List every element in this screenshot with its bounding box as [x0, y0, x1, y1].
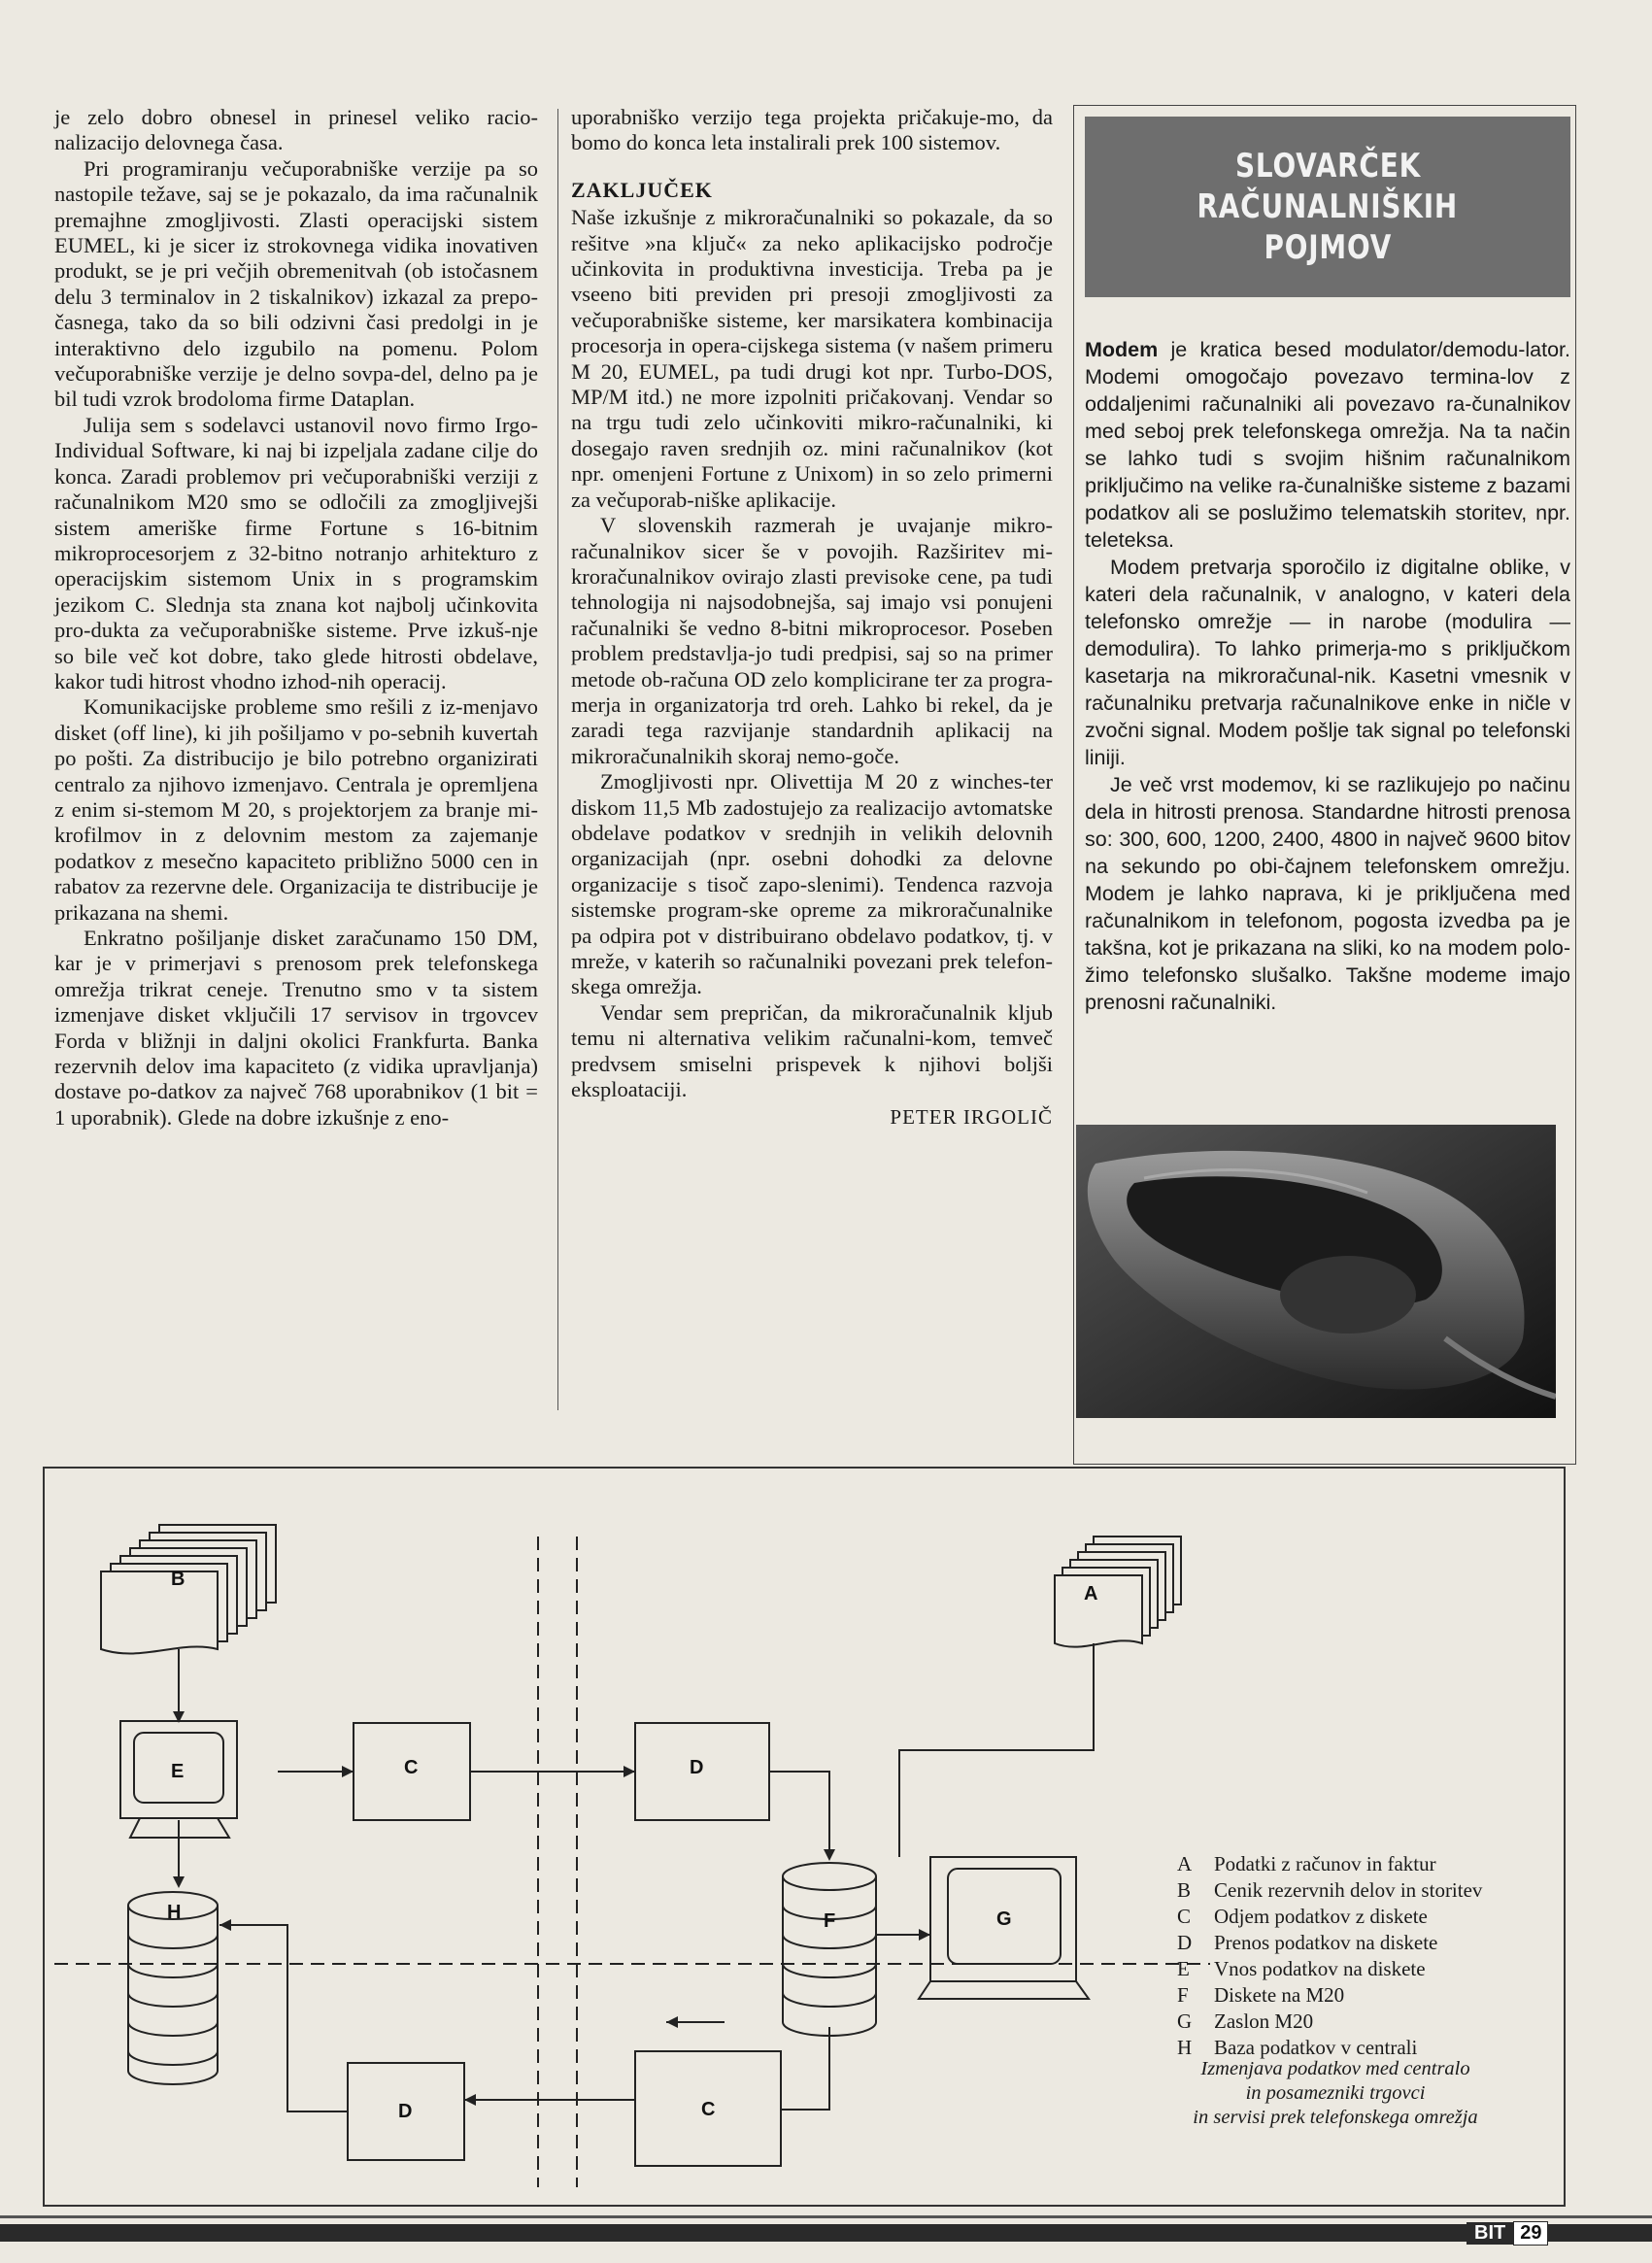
sidebar-title-line: RAČUNALNIŠKIH [1197, 187, 1459, 226]
paragraph: Modem pretvarja sporočilo iz digitalne oblike, v kateri dela računalnik, v analogno, v kateri dela telefonsko omrežje — in narobe (modulira — demodulira). To lahko primerja-mo s priključkom kasetarja na mikroračunal-nik. Kasetni vmesnik v računalniku pretvarja računalnikove enke in ničle v zvočni signal. Modem pošlje tak signal po telefonski liniji. [1085, 556, 1570, 769]
page-footer [1467, 2218, 1548, 2247]
arrowhead [666, 2016, 678, 2028]
legend-item: E Vnos podatkov na diskete [1177, 1957, 1426, 1980]
connector [899, 1643, 1094, 1857]
paragraph: Komunikacijske probleme smo rešili z iz-menjavo disket (off line), ki jih pošiljamo v po-sebnih kuvertah po pošti. Za distribucijo je bilo potrebno organizirati centralo za njihovo izmenjavo. Centrala je opremljena z enim si-stemom M 20, s projektorjem za branje mi-krofilmov in z delovnim mestom za zajemanje podatkov z mesečno kapaciteto približno 5000 cen in rabatov za rezervne dele. Organizacija te distribucije je prikazana na shemi. [54, 694, 538, 925]
paragraph: Enkratno pošiljanje disket zaračunamo 150 DM, kar je v primerjavi s prenosom prek telefonskega omrežja trikrat ceneje. Trenutno smo v ta sistem izmenjave disket vključili 17 servisov in trgovcev Forda v bližnji in daljni okolici Frankfurta. Banka rezervnih delov ima kapaciteto (z vidika upravljanja) dostave po-datkov za največ 768 uporabnikov (1 bit = 1 uporabnik). Glede na dobre izkušnje z eno- [54, 926, 538, 1130]
paragraph: Naše izkušnje z mikroračunalniki so pokazale, da so rešitve »na ključ« za neko aplikacijsko področje učinkovita in produktivna investicija. Treba pa je vseeno biti previden pri presoji zmogljivosti za večuporabniške sisteme, ker marsikatera kombinacija procesorja in opera-cijskega sistema (v našem primeru M 20, EUMEL, pa tudi drugi kot npr. Turbo-DOS, MP/M itd.) ne more izpolniti pričakovanj. Vendar so na trgu tudi zelo učinkoviti mikro-računalniki, ki dosegajo raven srednjih oz. mini računalnikov (kot npr. omenjeni Fortune z Unixom) in so zelo primerni za večuporab-niške aplikacije. [571, 205, 1053, 512]
paragraph: V slovenskih razmerah je uvajanje mikro-računalnikov sicer še v povojih. Razširitev mi-kroračunalnikov ovirajo zlasti previsoke cene, pa tudi tehnologija ni najsodobnejša, saj imajo vsi ponujeni računalniki še vedno 8-bitni mikroprocesor. Poseben problem predstavlja-jo tudi predpisi, saj so na primer metode ob-računa OD zelo komplicirane ter za progra-merja in organizatorja trd oreh. Lahko bi rekel, da je zaradi tega razvijanje standardnih aplikacij na mikroračunalnikih skoraj nemo-goče. [571, 513, 1053, 768]
diagram-legend [1177, 1851, 1482, 2061]
column-divider [557, 109, 558, 1410]
arrowhead [464, 2094, 476, 2106]
modem-photo [1076, 1125, 1556, 1418]
sidebar-title-box [1085, 117, 1570, 297]
sidebar-text [1085, 336, 1570, 1016]
label-e: E [171, 1761, 185, 1782]
arrowhead [919, 1929, 930, 1941]
label-h: H [167, 1902, 182, 1923]
legend-item: B Cenik rezervnih delov in storitev [1177, 1878, 1483, 1902]
paragraph: Pri programiranju večuporabniške verzije pa so nastopile težave, saj se je pokazalo, da ima računalnik premajhne zmogljivosti. Zlasti operacijski sistem EUMEL, ki je sicer iz strokovnega vidika inovativen produkt, se je pri večjih obremenitvah (ob istočasnem delu 3 terminalov in 2 tiskalnikov) izkazal za prepo-časnega, tako da so bili odzivni časi predolgi in je interaktivno delo izgubilo na pomenu. Polom večuporabniške verzije je delno sovpa-del, delno pa je bil tudi vzrok brodoloma firme Dataplan. [54, 155, 538, 412]
connector [219, 1925, 348, 2111]
arrowhead [342, 1766, 354, 1777]
label-c-bottom: C [701, 2099, 716, 2120]
arrowhead [219, 1919, 231, 1931]
footer-rule [0, 2215, 1652, 2218]
sidebar-title-line: SLOVARČEK [1234, 147, 1421, 186]
legend-item: F Diskete na M20 [1177, 1983, 1345, 2007]
paragraph: Je več vrst modemov, ki se razlikujejo po načinu dela in hitrosti prenosa. Standardne hitrosti prenosa so: 300, 600, 1200, 2400, 4800 in največ 9600 bitov na sekundo po obi-čajnem telefonskem omrežju. Modem je lahko naprava, ki je priključena med računalnikom in telefonom, pogosta izvedba pa je takšna, kot je prikazana na sliki, ko na modem polo-žimo telefonsko slušalko. Takšne modeme imajo prenosni računalniki. [1085, 773, 1570, 1014]
label-d-top: D [690, 1757, 704, 1778]
section-heading: ZAKLJUČEK [571, 177, 713, 202]
page-number: 29 [1513, 2221, 1548, 2246]
diagram-caption: Izmenjava podatkov med centralo in posamezniki trgovci in servisi prek telefonskega omrežja [1193, 2058, 1478, 2128]
arrowhead [173, 1876, 185, 1888]
legend-item: A Podatki z računov in faktur [1177, 1852, 1436, 1875]
connector [769, 1772, 829, 1857]
article-column-2 [571, 105, 1053, 1131]
label-b: B [171, 1569, 185, 1590]
footer-bar [0, 2224, 1652, 2242]
paragraph: uporabniško verzijo tega projekta pričakuje-mo, da bomo do konca leta instalirali prek 100 sistemov. [571, 105, 1053, 155]
glossary-term: Modem [1085, 338, 1159, 361]
arrowhead [824, 1849, 835, 1861]
article-column-1 [54, 105, 538, 1131]
glossary-entry [1085, 336, 1570, 554]
glossary-definition: je kratica besed modulator/demodu-lator. Modemi omogočajo povezavo termina-lov z oddaljenimi računalniki ali povezavo ra-čunalnikov med seboj prek telefonskega omrežja. Na ta način se lahko tudi s svojim hišnim računalnikom priključimo na velike ra-čunalniške sisteme z bazami podatkov ali se poslužimo telematskih storitev, npr. teleteksa. [1085, 338, 1570, 552]
label-c-top: C [404, 1757, 419, 1778]
paragraph: je zelo dobro obnesel in prinesel veliko racio-nalizacijo delovnega časa. [54, 105, 538, 155]
paragraph: Vendar sem prepričan, da mikroračunalnik kljub temu ni alternativa velikim računalni-kom, temveč predvsem smiselni prispevek k njihovi boljši eksploataciji. [571, 999, 1053, 1102]
magazine-name: BIT [1467, 2222, 1513, 2245]
arrowhead [624, 1766, 635, 1777]
legend-item: H Baza podatkov v centrali [1177, 2036, 1418, 2059]
legend-item: G Zaslon M20 [1177, 2010, 1314, 2033]
author-name: PETER IRGOLIČ [890, 1105, 1053, 1130]
connector [781, 2027, 829, 2110]
label-f: F [824, 1910, 836, 1932]
paragraph: Zmogljivosti npr. Olivettija M 20 z winches-ter diskom 11,5 Mb zadostujejo za realizacijo avtomatske obdelave podatkov v srednjih in velikih delovnih organizacijah (npr. osebni dohodki za delovne organizacije s tisoč zapo-slenimi). Tendenca razvoja sistemske program-ske opreme za mikroračunalnike pa odpira pot v distribuirano obdelavo podatkov, tj. v mreže, v katerih so računalniki povezani prek telefon-skega omrežja. [571, 769, 1053, 999]
document-stack-b [101, 1525, 276, 1654]
sidebar-title-line: POJMOV [1264, 228, 1392, 267]
document-stack-a [1055, 1537, 1181, 1647]
modem-illustration [1076, 1125, 1556, 1418]
legend-item: D Prenos podatkov na diskete [1177, 1931, 1438, 1954]
disk-stack-f [783, 1863, 876, 2036]
label-d-bottom: D [398, 2101, 413, 2122]
label-g: G [996, 1908, 1012, 1930]
label-a: A [1084, 1583, 1098, 1604]
legend-item: C Odjem podatkov z diskete [1177, 1905, 1428, 1928]
paragraph: Julija sem s sodelavci ustanovil novo firmo Irgo-Individual Software, ki naj bi izpeljala zadane cilje do konca. Zaradi problemov pri večuporabniški verziji z računalnikom M20 smo se odločili za zmogljivejši sistem ameriške firme Fortune s 16-bitnim mikroprocesorjem z 32-bitno notranjo arhitekturo z operacijskim sistemom Unix in s programskim jezikom C. Slednja sta znana kot najbolj učinkovita pro-dukta za večuporabniške sisteme. Prve izkuš-nje so bile več kot dobre, tako glede hitrosti obdelave, kakor tudi hitrost vhodno izhod-nih operacij. [54, 412, 538, 693]
